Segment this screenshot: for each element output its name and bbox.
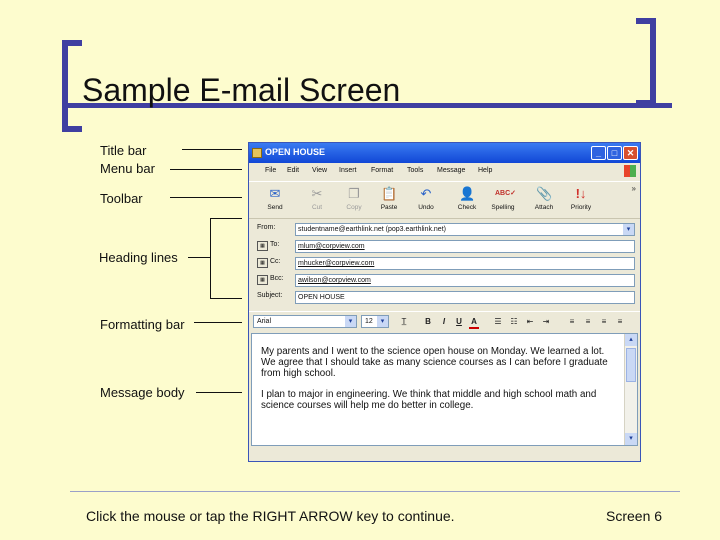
cc-field[interactable] [295, 257, 635, 270]
right-bracket-bottom [636, 100, 656, 106]
check-names-icon: 👤 [459, 186, 476, 201]
spelling-icon: ABC✓ [495, 190, 517, 197]
scroll-down-icon[interactable]: ▾ [625, 433, 637, 445]
undo-button[interactable] [412, 184, 440, 211]
bcc-label: Bcc: [270, 275, 284, 282]
message-text [261, 346, 621, 420]
font-value: Arial [257, 318, 272, 325]
body-paragraph-1: My parents and I went to the science open house on Monday. We learned a lot. We agree that I should take as many science courses as I can before I graduate from high school. [261, 346, 608, 380]
envelope-icon [252, 148, 262, 158]
priority-icon: !↓ [575, 186, 587, 201]
from-row [255, 223, 635, 237]
menu-file[interactable]: File [265, 167, 277, 174]
paste-label: Paste [380, 204, 398, 211]
italic-button[interactable]: I [442, 317, 446, 326]
footer-rule [70, 491, 680, 492]
footer-instruction: Click the mouse or tap the RIGHT ARROW key to continue. [86, 508, 455, 524]
priority-button[interactable] [567, 184, 595, 211]
undo-label: Undo [418, 204, 434, 211]
cut-button[interactable] [303, 184, 331, 211]
from-value: studentname@earthlink.net (pop3.earthlink.net) [298, 226, 446, 233]
cut-label: Cut [311, 204, 323, 211]
callout-toolbar: Toolbar [100, 191, 143, 206]
chevron-down-icon[interactable]: ▾ [623, 224, 634, 235]
font-select[interactable] [253, 315, 357, 328]
menu-format[interactable]: Format [371, 167, 394, 174]
align-right-icon[interactable]: ≡ [601, 317, 607, 326]
from-label: From: [257, 224, 276, 231]
send-label: Send [267, 204, 283, 211]
cc-row [255, 257, 635, 271]
right-bracket-vertical [650, 18, 656, 106]
menu-insert[interactable]: Insert [339, 167, 357, 174]
cc-value: mhucker@corpview.com [298, 260, 375, 267]
attach-button[interactable] [530, 184, 558, 211]
to-label: To: [270, 241, 280, 248]
slide-title: Sample E-mail Screen [82, 72, 401, 108]
chevron-down-icon[interactable]: ▾ [377, 316, 388, 327]
bold-button[interactable]: B [425, 317, 431, 326]
callout-title-bar: Title bar [100, 143, 147, 158]
callout-line-title-bar [182, 149, 242, 150]
page-label: Screen 6 [606, 508, 663, 524]
copy-label: Copy [346, 204, 362, 211]
paragraph-style-icon[interactable]: T̲ [401, 317, 407, 326]
window-title: OPEN HOUSE [265, 147, 326, 157]
bulleted-list-icon[interactable]: ☷ [510, 317, 518, 326]
toolbar-overflow-chevron-icon[interactable]: » [631, 184, 636, 193]
cut-icon: ✂ [311, 186, 323, 201]
menu-edit[interactable]: Edit [287, 167, 300, 174]
underline-button[interactable]: U [456, 317, 462, 326]
windows-logo-icon [624, 165, 636, 177]
font-color-button[interactable]: A [469, 316, 479, 329]
menu-tools[interactable]: Tools [407, 167, 424, 174]
callout-menu-bar: Menu bar [100, 161, 155, 176]
callout-heading-lines: Heading lines [99, 250, 178, 265]
justify-icon[interactable]: ≡ [617, 317, 623, 326]
menu-message[interactable]: Message [437, 167, 466, 174]
send-icon: ✉ [269, 186, 281, 201]
vertical-scrollbar[interactable] [624, 334, 637, 445]
callout-line-formatting [194, 322, 242, 323]
subject-label: Subject: [257, 292, 283, 299]
subject-row [255, 291, 635, 305]
left-bracket-top [62, 40, 82, 46]
decrease-indent-icon[interactable]: ⇤ [526, 317, 534, 326]
bcc-row [255, 274, 635, 288]
menu-view[interactable]: View [312, 167, 328, 174]
menu-help[interactable]: Help [478, 167, 493, 174]
paperclip-icon: 📎 [536, 186, 553, 201]
message-body[interactable] [251, 333, 638, 446]
menu-bar [249, 163, 640, 179]
cc-label: Cc: [270, 258, 281, 265]
numbered-list-icon[interactable]: ☰ [494, 317, 502, 326]
priority-label: Priority [570, 204, 592, 211]
close-button[interactable]: ✕ [623, 146, 638, 160]
callout-line-body [196, 392, 242, 393]
to-label-wrap[interactable] [257, 241, 279, 251]
to-value: mlum@corpview.com [298, 243, 365, 250]
check-label: Check [457, 204, 477, 211]
email-window [248, 142, 641, 462]
cc-label-wrap[interactable] [257, 258, 281, 268]
minimize-button[interactable]: _ [591, 146, 606, 160]
font-size-select[interactable] [361, 315, 389, 328]
from-field[interactable] [295, 223, 635, 236]
formatting-bar [249, 311, 640, 332]
subject-field[interactable] [295, 291, 635, 304]
scroll-thumb[interactable] [626, 348, 636, 382]
chevron-down-icon[interactable]: ▾ [345, 316, 356, 327]
to-row [255, 240, 635, 254]
left-bracket-vertical [62, 40, 68, 132]
toolbar [249, 181, 640, 219]
copy-icon: ❐ [348, 186, 360, 201]
check-button[interactable] [453, 184, 481, 211]
increase-indent-icon[interactable]: ⇥ [542, 317, 550, 326]
callout-formatting-bar: Formatting bar [100, 317, 185, 332]
bcc-value: awilson@corpview.com [298, 277, 371, 284]
maximize-button[interactable]: □ [607, 146, 622, 160]
paste-icon: 📋 [381, 186, 398, 201]
heading-brace-vertical [210, 218, 211, 298]
paste-button[interactable] [375, 184, 403, 211]
title-bar[interactable] [249, 143, 640, 163]
callout-line-heading [188, 257, 210, 258]
callout-line-toolbar [170, 197, 242, 198]
body-paragraph-2: I plan to major in engineering. We think that middle and high school math and science courses will help me do better in college. [261, 388, 597, 411]
left-bracket-bottom [62, 126, 82, 132]
to-field[interactable] [295, 240, 635, 253]
attach-label: Attach [534, 204, 554, 211]
callout-message-body: Message body [100, 385, 185, 400]
bcc-field[interactable] [295, 274, 635, 287]
scroll-up-icon[interactable]: ▴ [625, 334, 637, 346]
undo-icon: ↶ [420, 186, 432, 201]
align-center-icon[interactable]: ≡ [585, 317, 591, 326]
callout-line-menu-bar [170, 169, 242, 170]
font-size-value: 12 [365, 318, 373, 325]
right-bracket-top [636, 18, 656, 24]
align-left-icon[interactable]: ≡ [569, 317, 575, 326]
heading-brace-bottom [210, 298, 242, 299]
address-book-icon: ▦ [257, 275, 268, 285]
address-book-icon: ▦ [257, 258, 268, 268]
spelling-label: Spelling [491, 204, 515, 211]
copy-button[interactable] [340, 184, 368, 211]
bcc-label-wrap[interactable] [257, 275, 284, 285]
address-book-icon: ▦ [257, 241, 268, 251]
subject-value: OPEN HOUSE [298, 294, 345, 301]
heading-brace-top [210, 218, 242, 219]
send-button[interactable] [261, 184, 289, 211]
spelling-button[interactable] [489, 184, 517, 211]
